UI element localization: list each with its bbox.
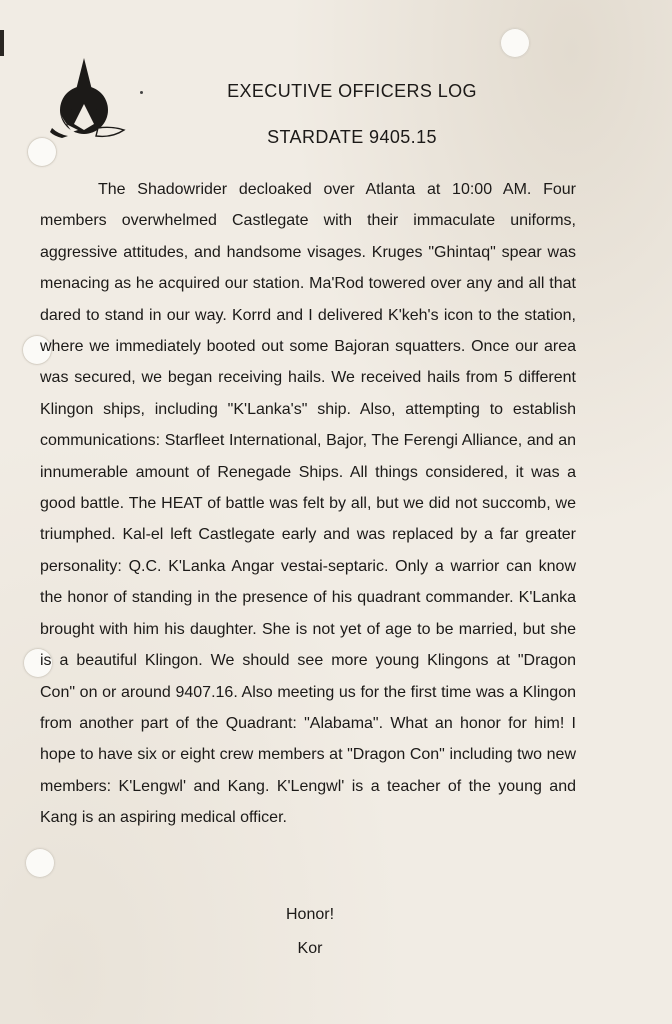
log-title: EXECUTIVE OFFICERS LOG — [227, 81, 477, 101]
closing-salutation: Honor! — [285, 906, 335, 923]
edge-mark — [0, 30, 4, 56]
klingon-emblem-icon — [44, 58, 126, 148]
log-body: The Shadowrider decloaked over Atlanta at 10:00 AM. Four members overwhelmed Castlegate with their immaculate uniforms, aggressive attitudes, and handsome visages. Kruges "Ghintaq" spear was menacing as he acquired our station. Ma'Rod towered over any and all that dared to stand in our way. Korrd and I delivered K'keh's icon to the station, where we immediately booted out some Bajoran squatters. Once our area was secured, we began receiving hails. We received hails from 5 different Klingon ships, including "K'Lanka's" ship. Also, attempting to establish communications: Starfleet International, Bajor, The Ferengi Alliance, and an innumerable amount of Renegade Ships. All things considered, it was a good battle. The HEAT of battle was felt by all, but we did not succomb, we triumphed. Kal-el left Castlegate early and was replaced by a far greater personality: Q.C. K'Lanka Angar vestai-septaric. Only a warrior can know the honor of standing in the presence of his quadrant commander. K'Lanka brought with him his daughter. She is not yet of age to be married, but she is a beautiful Klingon. We should see more young Klingons at "Dragon Con" on or around 9407.16. Also meeting us for the first time was a Klingon from another part of the Quadrant: "Alabama". What an honor for him! I hope to have six or eight crew members at "Dragon Con" including two new members: K'Lengwl' and Kang. K'Lengwl' is a teacher of the young and Kang is an aspiring medical officer. — [40, 181, 576, 827]
punch-hole-left-4 — [25, 848, 55, 878]
stardate: STARDATE 9405.15 — [267, 127, 437, 147]
speck — [140, 91, 143, 94]
signature: Kor — [297, 940, 323, 957]
punch-hole-top — [500, 28, 530, 58]
